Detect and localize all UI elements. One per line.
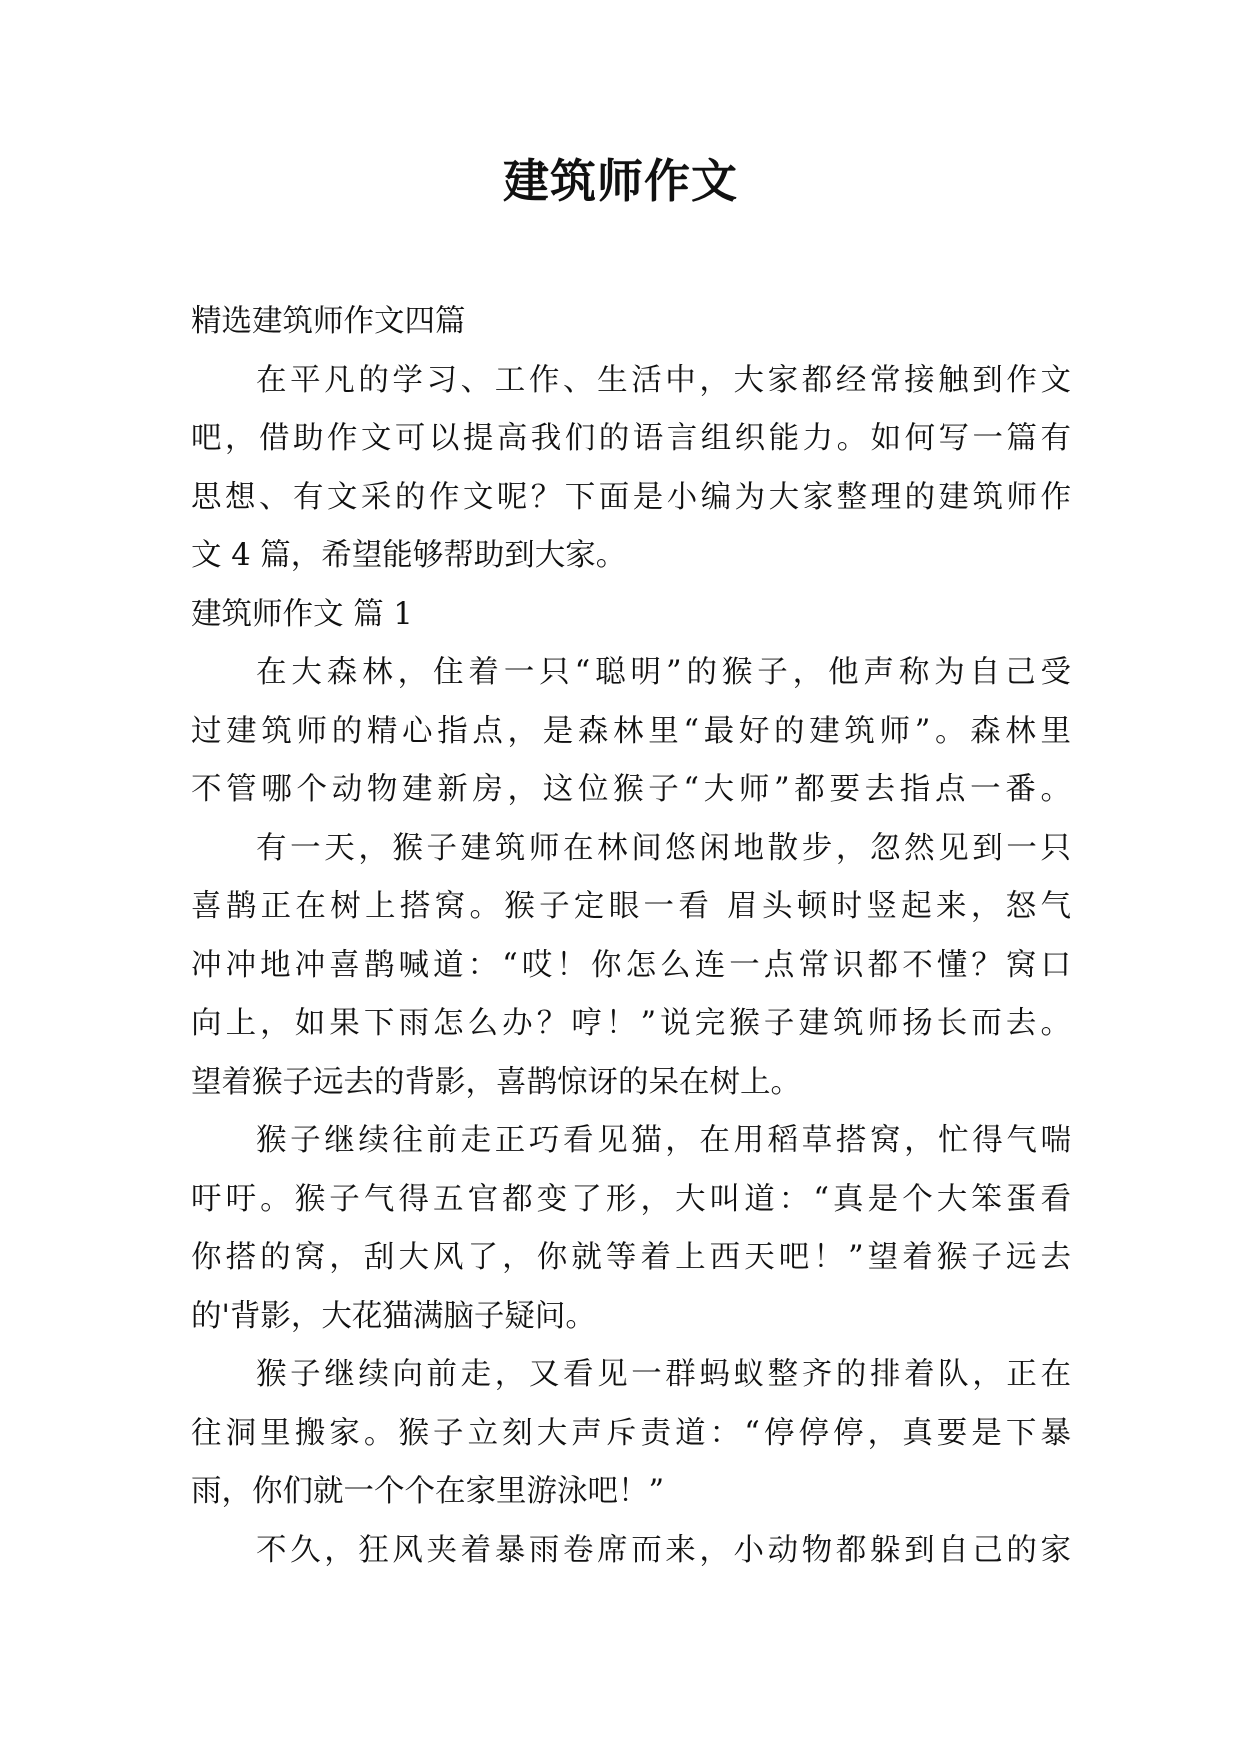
- text-line: 在平凡的学习、工作、生活中，大家都经常接触到作文: [256, 362, 1071, 398]
- text-line: 往洞里搬家。猴子立刻大声斥责道：“停停停，真要是下暴: [191, 1415, 1071, 1451]
- text-line: 吧，借助作文可以提高我们的语言组织能力。如何写一篇有: [191, 421, 1071, 456]
- text-line: 向上，如果下雨怎么办？哼！”说完猴子建筑师扬长而去。: [191, 1006, 1071, 1041]
- text-line: 文 4 篇，希望能够帮助到大家。: [191, 538, 627, 573]
- document-title: 建筑师作文: [503, 154, 738, 208]
- text-line: 精选建筑师作文四篇: [191, 304, 466, 339]
- text-line: 过建筑师的精心指点，是森林里“最好的建筑师”。森林里: [191, 713, 1071, 749]
- text-line: 冲冲地冲喜鹊喊道：“哎！你怎么连一点常识都不懂？窝口: [191, 947, 1071, 983]
- text-line: 望着猴子远去的背影，喜鹊惊讶的呆在树上。: [191, 1064, 801, 1100]
- document-body: [191, 293, 1071, 1580]
- text-line: 的'背影，大花猫满脑子疑问。: [191, 1298, 596, 1334]
- text-line: 喜鹊正在树上搭窝。猴子定眼一看 眉头顿时竖起来，怒气: [191, 889, 1071, 924]
- text-line: 雨，你们就一个个在家里游泳吧！”: [191, 1474, 665, 1509]
- text-line: 猴子继续向前走，又看见一群蚂蚁整齐的排着队，正在: [256, 1357, 1071, 1392]
- text-line: 猴子继续往前走正巧看见猫，在用稻草搭窝，忙得气喘: [256, 1123, 1071, 1158]
- text-line: 思想、有文采的作文呢？下面是小编为大家整理的建筑师作: [191, 479, 1071, 515]
- text-line: 在大森林，住着一只“聪明”的猴子，他声称为自己受: [256, 655, 1071, 690]
- text-line: 吁吁。猴子气得五官都变了形，大叫道：“真是个大笨蛋看: [191, 1181, 1071, 1217]
- text-line: 你搭的窝，刮大风了，你就等着上西天吧！”望着猴子远去: [191, 1240, 1071, 1275]
- text-line: 建筑师作文 篇 1: [191, 596, 413, 632]
- text-line: 不管哪个动物建新房，这位猴子“大师”都要去指点一番。: [191, 772, 1071, 807]
- text-line: 有一天，猴子建筑师在林间悠闲地散步，忽然见到一只: [256, 830, 1071, 866]
- text-line: 不久，狂风夹着暴雨卷席而来，小动物都躲到自己的家: [256, 1532, 1071, 1568]
